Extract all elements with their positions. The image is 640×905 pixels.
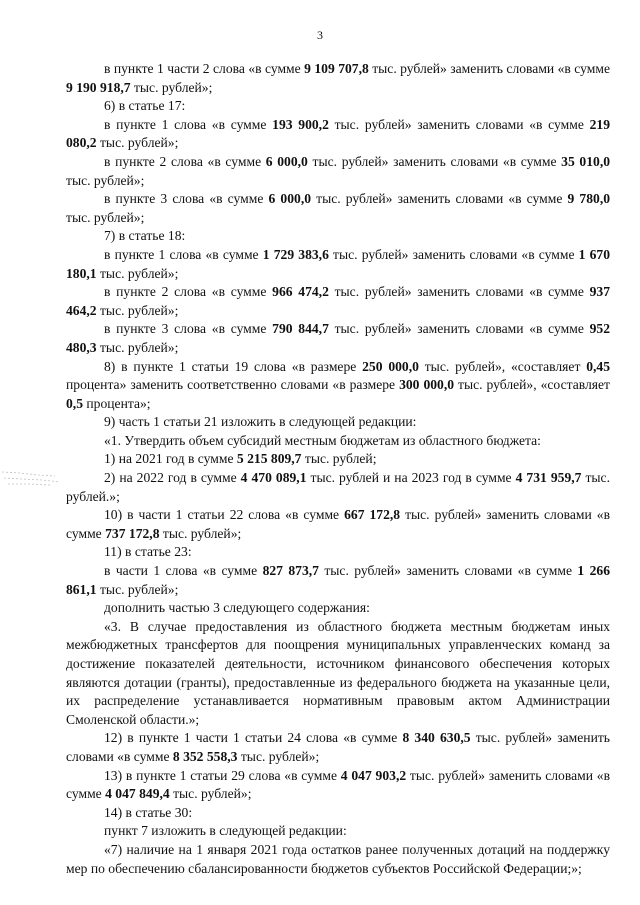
amount-value: 8 352 558,3 (172, 748, 238, 764)
paragraph (66, 729, 610, 766)
text-run: тыс. рублей» заменить словами «в сумме (328, 321, 590, 337)
text-run: 7) в статье 18: (104, 228, 186, 244)
paragraph (66, 450, 610, 469)
text-run: тыс. рублей»; (130, 79, 213, 95)
amount-value: 4 470 089,1 (240, 470, 307, 486)
text-run: 9) часть 1 статьи 21 изложить в следующей редакции: (104, 414, 417, 430)
amount-value: 1 729 383,6 (262, 246, 329, 262)
paragraph (66, 116, 610, 153)
text-run: тыс. рублей»; (66, 209, 145, 225)
text-run: тыс. рублей»; (66, 172, 145, 188)
text-run: тыс. рублей» заменить словами «в сумме (66, 767, 610, 802)
paragraph (66, 190, 610, 227)
text-run: 10) в части 1 статьи 22 слова «в сумме (104, 507, 345, 523)
paragraph (66, 432, 610, 451)
amount-value: 937 464,2 (66, 284, 611, 318)
amount-value: 1 670 180,1 (66, 246, 611, 281)
text-run: в пункте 2 слова «в сумме (104, 284, 273, 300)
text-run: тыс. рублей»; (96, 302, 179, 318)
paragraph (66, 246, 610, 283)
paragraph (66, 469, 610, 506)
paragraph (66, 97, 610, 116)
paragraph (66, 60, 610, 97)
text-run: тыс. рублей» заменить словами «в сумме (328, 246, 579, 262)
document-body (66, 60, 610, 878)
amount-value: 1 266 861,1 (66, 563, 610, 597)
text-run: 8) в пункте 1 статьи 19 слова «в размере (104, 358, 363, 374)
amount-value: 790 844,7 (272, 321, 329, 337)
page-number: 3 (317, 28, 323, 42)
text-run: в пункте 1 слова «в сумме (104, 116, 273, 132)
paragraph (66, 320, 610, 357)
amount-value: 966 474,2 (272, 284, 329, 300)
paragraph (66, 562, 610, 599)
paragraph (66, 543, 610, 562)
paragraph (66, 618, 610, 730)
amount-value: 6 000,0 (265, 153, 308, 169)
text-run: «3. В случае предоставления из областного бюджета местным бюджетам иных межбюджетных трансфертов для поощрения муниципальных управленческих команд за достижение показателей деятельности, источником финансового обеспечения которых являются дотации (гранты), предоставленные из федерального бюджета на указанные цели, их распределение устанавливается нормативным правовым актом Администрации Смоленской области.»; (66, 618, 610, 727)
amount-value: 35 010,0 (561, 153, 611, 169)
amount-value: 193 900,2 (272, 116, 329, 132)
text-run: тыс. рублей», «составляет (454, 377, 610, 393)
paragraph (66, 767, 610, 804)
text-run: тыс. рублей», «составляет (418, 358, 587, 374)
text-run: тыс. рублей»; (237, 748, 320, 764)
text-run: тыс. рублей» заменить словами «в сумме (318, 563, 578, 579)
amount-value: 219 080,2 (66, 116, 611, 151)
text-run: в части 1 слова «в сумме (104, 563, 263, 579)
text-run: тыс. рублей» заменить словами «в сумме (328, 116, 590, 132)
text-run: дополнить частью 3 следующего содержания: (104, 600, 370, 616)
text-run: тыс. рублей» заменить словами «в сумме (66, 730, 610, 764)
text-run: тыс. рублей» заменить словами «в сумме (328, 284, 590, 300)
paragraph (66, 599, 610, 618)
text-run: в пункте 1 части 2 слова «в сумме (104, 61, 305, 76)
text-run: тыс. рублей»; (169, 786, 252, 802)
amount-value: 952 480,3 (66, 321, 611, 355)
text-run: в пункте 3 слова «в сумме (104, 321, 273, 337)
text-run: тыс. рублей.»; (66, 470, 610, 504)
paragraph (66, 804, 610, 823)
amount-value: 827 873,7 (262, 563, 319, 579)
paragraph (66, 841, 610, 878)
text-run: тыс. рублей» заменить словами «в сумме (368, 61, 610, 76)
text-run: 13) в пункте 1 статьи 29 слова «в сумме (104, 767, 341, 783)
text-run: 12) в пункте 1 части 1 статьи 24 слова «в сумме (104, 730, 403, 746)
text-run: тыс. рублей» заменить словами «в сумме (307, 153, 562, 169)
amount-value: 6 000,0 (268, 191, 312, 207)
text-run: «1. Утвердить объем субсидий местным бюджетам из областного бюджета: (104, 432, 541, 448)
amount-value: 250 000,0 (362, 358, 419, 374)
paragraph (66, 506, 610, 543)
text-run: «7) наличие на 1 января 2021 года остатков ранее полученных дотаций на поддержку мер по обеспечению сбалансированности бюджетов субъектов Российской Федерации;»; (66, 841, 610, 876)
amount-value: 9 109 707,8 (304, 61, 369, 76)
amount-value: 4 047 849,4 (105, 786, 170, 802)
amount-value: 9 190 918,7 (66, 79, 131, 95)
amount-value: 9 780,0 (567, 191, 611, 207)
text-run: тыс. рублей» заменить словами «в сумме (311, 191, 568, 207)
text-run: тыс. рублей» заменить словами «в сумме (66, 507, 610, 541)
text-run: тыс. рублей»; (96, 135, 179, 151)
text-run: тыс. рублей»; (96, 581, 179, 597)
text-run: в пункте 2 слова «в сумме (104, 153, 266, 169)
amount-value: 8 340 630,5 (402, 730, 471, 746)
text-run: в пункте 3 слова «в сумме (104, 191, 269, 207)
text-run: тыс. рублей и на 2023 год в сумме (306, 470, 516, 486)
text-run: пункт 7 изложить в следующей редакции: (104, 823, 347, 839)
amount-value: 4 731 959,7 (515, 470, 582, 486)
text-run: в пункте 1 слова «в сумме (104, 246, 263, 262)
text-run: тыс. рублей; (301, 451, 377, 467)
text-run: тыс. рублей»; (96, 339, 179, 355)
amount-value: 667 172,8 (344, 507, 401, 523)
text-run: процента»; (83, 395, 151, 411)
text-run: тыс. рублей»; (159, 525, 242, 541)
text-run: 1) на 2021 год в сумме (104, 451, 237, 467)
text-run: 11) в статье 23: (104, 544, 192, 560)
paragraph (66, 413, 610, 432)
amount-value: 0,45 (586, 358, 611, 374)
text-run: процента» заменить соответственно словами «в размере (66, 377, 400, 393)
paragraph (66, 822, 610, 841)
text-run: тыс. рублей»; (96, 265, 179, 281)
text-run: 14) в статье 30: (104, 804, 193, 820)
paragraph (66, 153, 610, 190)
paragraph (66, 283, 610, 320)
amount-value: 4 047 903,2 (340, 767, 407, 783)
amount-value: 0,5 (66, 395, 83, 411)
text-run: 6) в статье 17: (104, 98, 186, 114)
paragraph (66, 227, 610, 246)
text-run: 2) на 2022 год в сумме (104, 470, 241, 486)
amount-value: 300 000,0 (399, 377, 455, 393)
amount-value: 737 172,8 (105, 525, 160, 541)
amount-value: 5 215 809,7 (236, 451, 302, 467)
paragraph (66, 358, 610, 414)
